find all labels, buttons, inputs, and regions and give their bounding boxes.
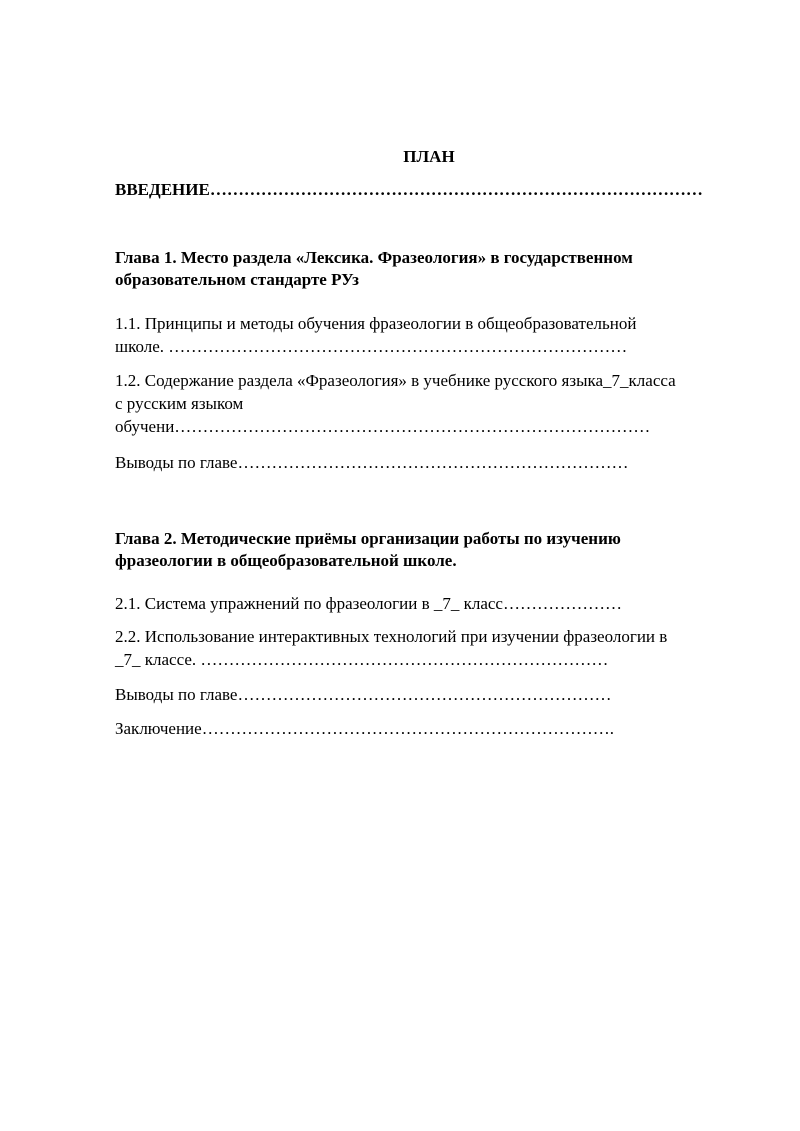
toc-item-1-1-line1: 1.1. Принципы и методы обучения фразеологии в общеобразовательной [115,314,637,333]
toc-chapter2-conclusions: Выводы по главе………………………………………………………… [115,685,612,704]
plan-title: ПЛАН [403,147,455,166]
toc-item-1-1-line2: школе. ……………………………………………………………………… [115,337,628,356]
toc-item-2-2-line1: 2.2. Использование интерактивных технологий при изучении фразеологии в [115,627,668,646]
toc-chapter1-conclusions: Выводы по главе…………………………………………………………… [115,453,629,472]
toc-item-1-2-line2: с русским языком [115,394,244,413]
toc-intro: ВВЕДЕНИЕ…………………………………………………………………………… [115,180,703,199]
toc-final-conclusion: Заключение………………………………………………………………. [115,719,614,738]
chapter1-heading-line2: образовательном стандарте РУз [115,270,359,289]
toc-item-2-1: 2.1. Система упражнений по фразеологии в _7_ класс………………… [115,594,622,613]
toc-item-2-2-line2: _7_ классе. ……………………………………………………………… [115,650,609,669]
chapter1-heading-line1: Глава 1. Место раздела «Лексика. Фразеология» в государственном [115,248,633,267]
toc-item-1-2-line3: обучени………………………………………………………………………… [115,417,651,436]
chapter2-heading-line1: Глава 2. Методические приёмы организации работы по изучению [115,529,621,548]
chapter2-heading-line2: фразеологии в общеобразовательной школе. [115,551,457,570]
toc-item-1-2-line1: 1.2. Содержание раздела «Фразеология» в учебнике русского языка_7_класса [115,371,676,390]
